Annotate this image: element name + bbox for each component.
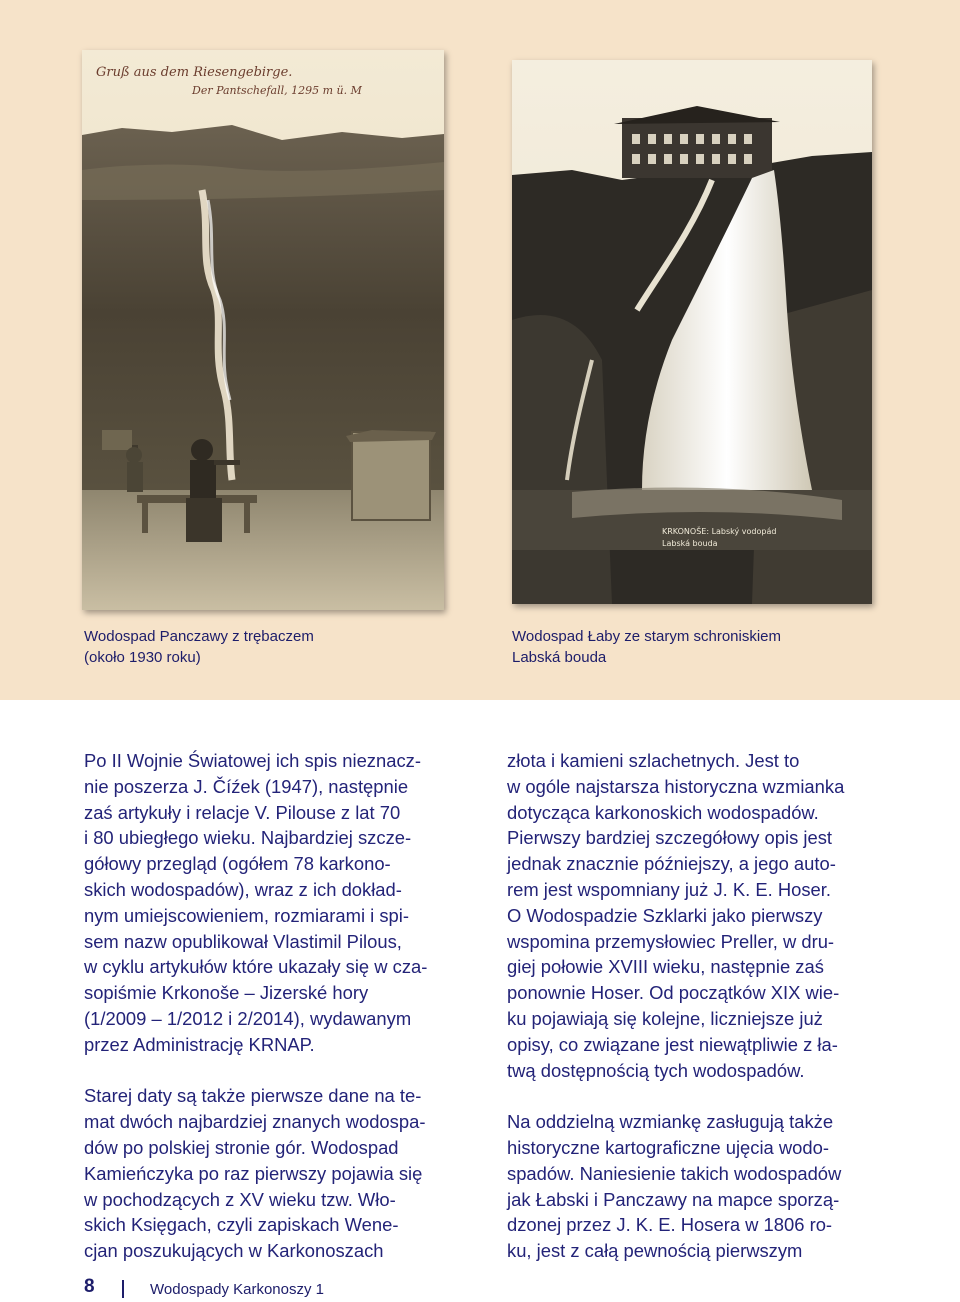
text-line: jednak znacznie późniejszy, a jego auto- xyxy=(507,853,836,875)
text-column-right xyxy=(507,748,887,1264)
text-line: dów po polskiej stronie gór. Wodospad xyxy=(84,1136,399,1158)
text-line: rem jest wspomniany już J. K. E. Hoser. xyxy=(507,878,831,900)
text-line: gółowy przegląd (ogółem 78 karkono- xyxy=(84,853,391,875)
caption-left xyxy=(84,626,314,668)
text-line: Na oddzielną wzmiankę zasługują także xyxy=(507,1111,834,1133)
caption-right-line: Labská bouda xyxy=(512,649,607,666)
text-line: ku pojawiają się kolejne, liczniejsze już xyxy=(507,1007,823,1029)
text-line: w cyklu artykułów które ukazały się w cza- xyxy=(84,956,428,978)
text-line: w ogóle najstarsza historyczna wzmianka xyxy=(507,775,845,797)
photo-pancza-image xyxy=(82,50,444,610)
footer-divider xyxy=(122,1280,124,1298)
page-number: 8 xyxy=(84,1276,95,1297)
text-line: wspomina przemysłowiec Preller, w dru- xyxy=(507,930,835,952)
text-line: nie poszerza J. Číźek (1947), następnie xyxy=(84,775,409,797)
paragraph xyxy=(84,748,464,1058)
text-line: dzonej przez J. K. E. Hosera w 1806 ro- xyxy=(507,1214,833,1236)
text-line: nym umiejscowieniem, rozmiarami i spi- xyxy=(84,904,409,926)
text-line: dotycząca karkonoskich wodospadów. xyxy=(507,801,819,823)
photo-left-inscription-2: Der Pantschefall, 1295 m ü. M xyxy=(192,84,362,97)
text-line: cjan poszukujących w Karkonoszach xyxy=(84,1240,384,1262)
text-line: i 80 ubiegłego wieku. Najbardziej szcze- xyxy=(84,827,412,849)
text-line: ku, jest z całą pewnością pierwszym xyxy=(507,1240,803,1262)
paragraph xyxy=(84,1083,464,1264)
text-line: ponownie Hoser. Od początków XIX wie- xyxy=(507,982,840,1004)
text-line: w pochodzących z XV wieku tzw. Wło- xyxy=(84,1188,396,1210)
text-line: O Wodospadzie Szklarki jako pierwszy xyxy=(507,904,823,926)
text-line: Pierwszy bardziej szczegółowy opis jest xyxy=(507,827,833,849)
photo-right-caption-2: Labská bouda xyxy=(662,539,718,548)
text-line: Kamieńczyka po raz pierwszy pojawia się xyxy=(84,1162,423,1184)
photo-left-inscription-1: Gruß aus dem Riesengebirge. xyxy=(96,65,293,80)
text-line: przez Administrację KRNAP. xyxy=(84,1033,315,1055)
paragraph xyxy=(507,1109,887,1264)
text-line: Po II Wojnie Światowej ich spis nieznacz- xyxy=(84,750,421,771)
text-line: skich Księgach, czyli zapiskach Wene- xyxy=(84,1214,399,1236)
text-line: zaś artykuły i relacje V. Pilouse z lat 70 xyxy=(84,801,401,823)
photo-pancza-waterfall xyxy=(82,50,444,610)
text-column-left xyxy=(84,748,464,1264)
text-line: giej połowie XVIII wieku, następnie zaś xyxy=(507,956,824,978)
text-line: twą dostępnością tych wodospadów. xyxy=(507,1059,805,1081)
text-line: historyczne kartograficzne ujęcia wodo- xyxy=(507,1136,829,1158)
publication-title: Wodospady Karkonoszy 1 xyxy=(150,1281,324,1298)
text-line: (1/2009 – 1/2012 i 2/2014), wydawanym xyxy=(84,1007,412,1029)
text-line: opisy, co związane jest niewątpliwie z ła- xyxy=(507,1033,838,1055)
photo-elbe-waterfall xyxy=(512,60,872,604)
caption-right-line: Wodospad Łaby ze starym schroniskiem xyxy=(512,628,782,645)
text-line: złota i kamieni szlachetnych. Jest to xyxy=(507,750,800,771)
paragraph xyxy=(507,748,887,1083)
text-line: mat dwóch najbardziej znanych wodospa- xyxy=(84,1111,426,1133)
caption-right xyxy=(512,626,781,668)
text-line: skich wodospadów), wraz z ich dokład- xyxy=(84,878,402,900)
photo-elbe-image xyxy=(512,60,872,604)
text-line: sopiśmie Krkonoše – Jizerské hory xyxy=(84,982,369,1004)
caption-left-line: (około 1930 roku) xyxy=(84,649,201,666)
caption-left-line: Wodospad Panczawy z trębaczem xyxy=(84,628,314,645)
text-line: spadów. Naniesienie takich wodospadów xyxy=(507,1162,842,1184)
photo-right-caption-1: KRKONOŠE: Labský vodopád xyxy=(662,527,777,536)
text-line: Starej daty są także pierwsze dane na te- xyxy=(84,1085,422,1107)
text-line: jak Łabski i Panczawy na mapce sporzą- xyxy=(507,1188,840,1210)
text-line: sem nazw opublikował Vlastimil Pilous, xyxy=(84,930,402,952)
